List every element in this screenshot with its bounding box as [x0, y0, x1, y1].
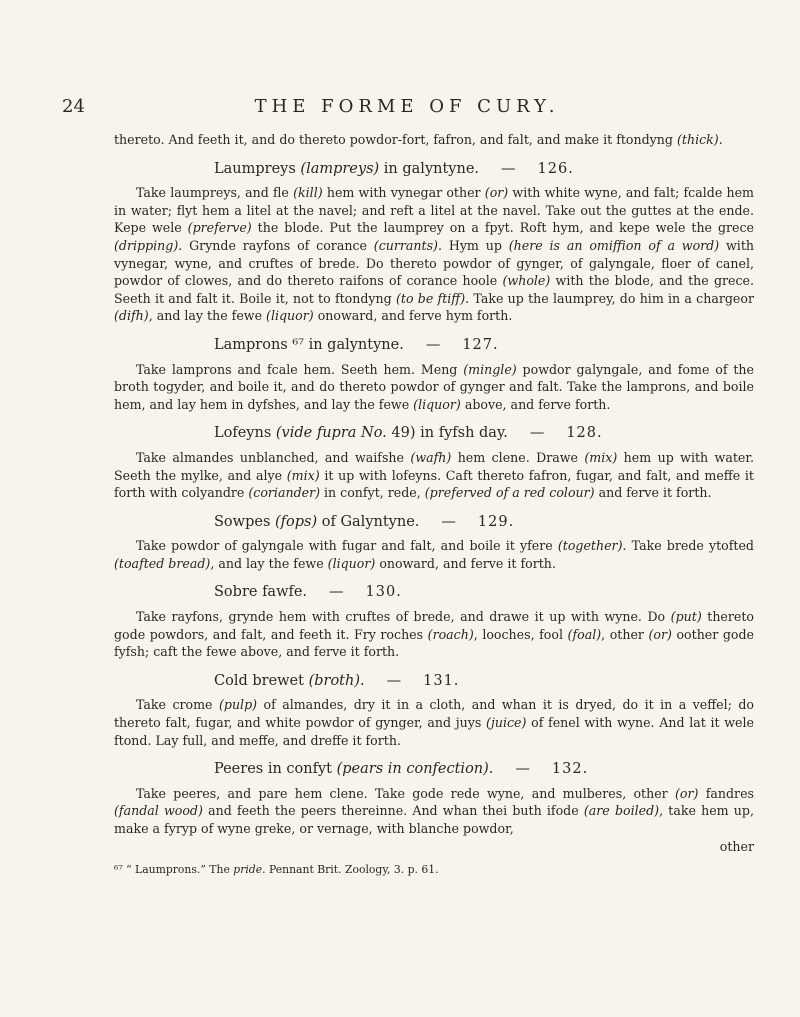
recipe-body-128: [114, 449, 754, 502]
gloss: (fandal wood): [114, 803, 203, 819]
text-run: hem clene. Drawe: [451, 449, 585, 465]
text-run: onoward, and ferve hym forth.: [313, 308, 513, 324]
text-run: Take rayfons, grynde hem with cruftes of brede, and drawe it up with wyne. Do: [136, 609, 671, 625]
gloss: (currants): [373, 237, 438, 253]
text-run: Take crome: [136, 697, 219, 713]
footnote: ⁶⁷ “ Laumprons.” The pride. Pennant Brit. Zoology, 3. p. 61.: [114, 863, 439, 877]
text-run: Take almandes unblanched, and waifshe: [136, 449, 411, 465]
gloss: (foal): [567, 626, 602, 642]
running-head: [62, 96, 752, 117]
recipe-heading-130: Sobre fawfe. — 130.: [214, 584, 402, 601]
text-run: Take lamprons and fcale hem. Seeth hem. Meng: [136, 361, 464, 377]
gloss: (juice): [486, 715, 527, 731]
recipe-heading-128: Lofeyns (vide fupra No. 49) in fyfsh day. — 128.: [214, 425, 603, 442]
text-run: in confyt, rede,: [320, 485, 425, 501]
gloss: (preferved of a red colour): [424, 485, 595, 501]
recipe-body-130: [114, 608, 754, 661]
gloss: (liquor): [266, 308, 314, 324]
text-run: with the blode, and the grece. Seeth it and falt it. Boile it, not to ftondyng: [114, 273, 754, 306]
gloss: (kill): [293, 185, 323, 201]
gloss: (or): [484, 185, 509, 201]
catchword: other: [719, 838, 754, 854]
gloss: (together): [557, 538, 623, 554]
text-run: , looches, fool: [473, 626, 568, 642]
text-run: above, and ferve forth.: [460, 396, 611, 412]
text-run: hem with vynegar other: [322, 185, 485, 201]
recipe-body-127: [114, 361, 754, 414]
recipe-body-126: [114, 184, 754, 325]
text-run: fandres: [698, 785, 754, 801]
recipe-heading-129: Sowpes (fops) of Galyntyne. — 129.: [214, 513, 515, 530]
gloss: (mix): [584, 449, 618, 465]
gloss: (liquor): [413, 396, 461, 412]
text-run: of almandes, dry it in a cloth, and whan it is dryed, do it in a veffel; do thereto falt, fugar, and white powdor of gynger, and juys: [114, 697, 754, 731]
text-run: . Take up the laumprey, do him in a chargeor: [465, 290, 754, 306]
gloss: (pulp): [218, 697, 258, 713]
gloss: (put): [670, 609, 702, 625]
recipe-heading-127: Lamprons ⁶⁷ in galyntyne. — 127.: [214, 336, 499, 353]
gloss: (are boiled): [583, 803, 660, 819]
text-run: with vynegar, wyne, and cruftes of brede. Do thereto powdor of gynger, of galyngale, floer of canel, powdor of clowes, and do thereto raifons of corance hoole: [114, 237, 754, 289]
gloss: (mingle): [463, 361, 517, 377]
text-run: powdor galyngale, and fome of the broth togyder, and boile it, and do thereto powdor of gynger and falt. Take the lamprons, and boile hem, and lay hem in dyfshes, and lay the fewe: [114, 361, 754, 412]
gloss: (liquor): [327, 555, 376, 571]
recipe-body-132: [114, 785, 754, 838]
text-run: , take hem up, make a fyryp of wyne greke, or vernage, with blanche powdor,: [114, 803, 754, 836]
gloss: (wafh): [410, 449, 452, 465]
text-run: , other: [601, 626, 649, 642]
text-run: . Take brede ytofted: [622, 538, 754, 554]
text-run: , and lay the fewe: [148, 308, 267, 324]
page-title: THE FORME OF CURY.: [254, 96, 560, 117]
text-run: . Grynde rayfons of corance: [178, 237, 374, 253]
intro-paragraph: thereto. And feeth it, and do thereto powdor-fort, fafron, and falt, and make it ftondyng (thick).: [114, 132, 723, 147]
text-run: and feeth the peers thereinne. And whan thei buth ifode: [202, 803, 584, 819]
gloss: (or): [648, 626, 672, 642]
text-run: it up with lofeyns. Caft thereto fafron, fugar, and falt, and meffe it forth with colyandre: [114, 467, 754, 501]
recipe-heading-131: Cold brewet (broth). — 131.: [214, 672, 460, 689]
gloss: (here is an omiffion of a word): [508, 237, 720, 253]
text-run: Take laumpreys, and fle: [136, 185, 294, 201]
gloss: (dripping): [114, 237, 179, 253]
gloss: (toafted bread): [114, 555, 211, 571]
gloss: (to be ftiff): [395, 290, 466, 306]
gloss: (preferve): [187, 220, 252, 236]
text-run: onoward, and ferve it forth.: [375, 555, 556, 571]
page-body: [114, 131, 754, 879]
recipe-heading-132: Peeres in confyt (pears in confection). — 132.: [214, 761, 589, 778]
recipe-heading-126: Laumpreys (lampreys) in galyntyne. — 126.: [214, 160, 574, 177]
recipe-body-129: [114, 537, 754, 572]
recipe-body-131: [114, 696, 754, 749]
gloss: (mix): [286, 467, 320, 483]
text-run: oother gode fyfsh; caft the fewe above, and ferve it forth.: [114, 626, 754, 660]
text-run: with white wyne, and falt; fcalde hem in water; flyt hem a litel at the navel; and reft a litel at the navel. Take out the guttes at the ende. Kepe wele: [114, 185, 754, 236]
text-run: , and lay the fewe: [210, 555, 328, 571]
text-run: Take peeres, and pare hem clene. Take gode rede wyne, and mulberes, other: [136, 785, 675, 801]
text-run: of fenel with wyne. And lat it wele ftond. Lay full, and meffe, and dreffe it forth.: [114, 715, 754, 748]
text-run: Take powdor of galyngale with fugar and falt, and boile it yfere: [136, 538, 558, 554]
text-run: . Hym up: [437, 237, 509, 253]
gloss: (coriander): [248, 485, 321, 501]
page-number: 24: [62, 96, 85, 117]
text-run: and ferve it forth.: [594, 485, 712, 501]
gloss: (roach): [427, 626, 474, 642]
text-run: hem up with water. Seeth the mylke, and alye: [114, 449, 754, 483]
text-run: the blode. Put the laumprey on a fpyt. Roft hym, and kepe wele the grece: [251, 220, 754, 236]
gloss: (or): [675, 785, 699, 801]
gloss: (difh): [114, 308, 149, 324]
gloss: (whole): [502, 273, 551, 289]
text-run: thereto gode powdors, and falt, and feeth it. Fry roches: [114, 609, 754, 642]
